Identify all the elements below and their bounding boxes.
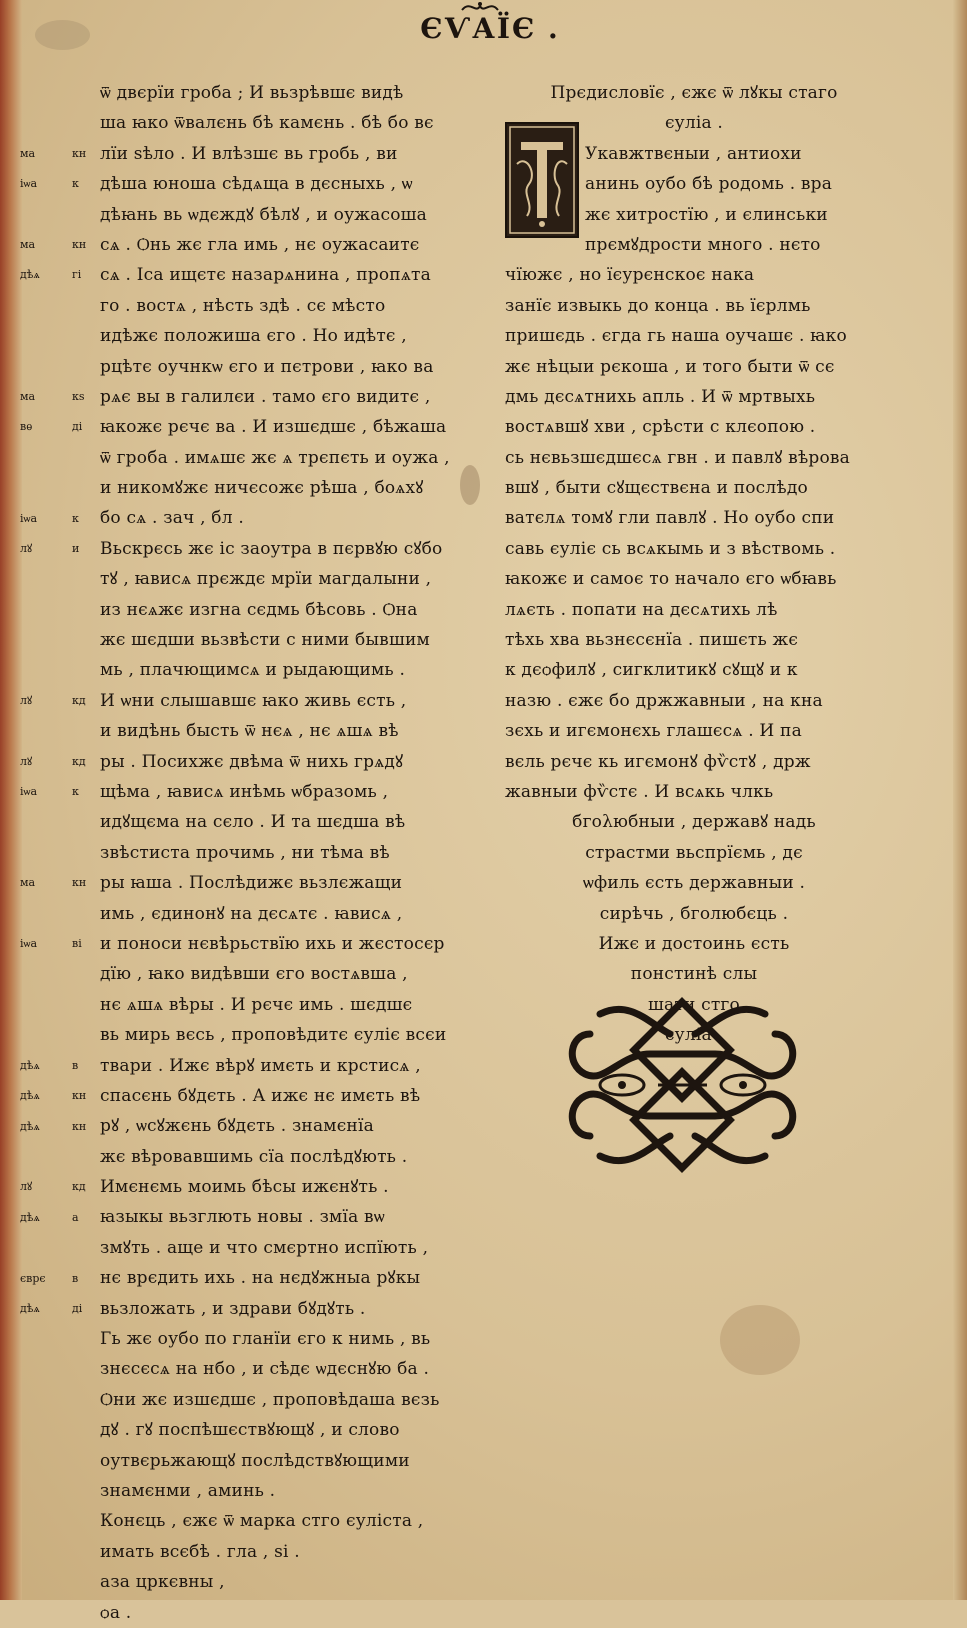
text-line: занїє извыкь до конца . вь їєрлмь xyxy=(505,295,811,316)
text-line: ѻа . xyxy=(100,1602,132,1623)
text-line: жє хитростїю , и єлинськи xyxy=(585,204,828,225)
reference-chapter: кд xyxy=(72,1180,86,1194)
reference-book: дѣѧ xyxy=(20,1058,40,1072)
text-line: вьзложать , и здрави бꙋдꙋть . xyxy=(100,1298,366,1319)
reference-chapter: гі xyxy=(72,268,82,282)
text-line: дѣша юноша сѣдѧща в дєсныхь , ѡ xyxy=(100,174,413,195)
reference-book: іѡа xyxy=(20,511,38,525)
text-line: знамєнми , аминь . xyxy=(100,1480,276,1501)
left-text-column xyxy=(100,78,475,1628)
text-line: имать всєбѣ . гла , ѕі . xyxy=(100,1541,300,1562)
reference-book: дѣѧ xyxy=(20,1089,40,1103)
text-line: из нєѧжє изгна сєдмь бѣсовь . Ѻна xyxy=(100,599,418,620)
reference-chapter: в xyxy=(72,1058,79,1072)
text-line: прємꙋдрости много . нєто xyxy=(585,234,821,255)
reference-book: іѡа xyxy=(20,937,38,951)
text-line: твари . Ижє вѣрꙋ имєть и крстисѧ , xyxy=(100,1055,421,1076)
text-line: ша ꙗко ѿвалєнь бѣ камєнь . бѣ бо вє xyxy=(100,113,434,134)
text-line: И ѡни слышавшє ꙗко живь єсть , xyxy=(100,690,407,711)
reference-book: ма xyxy=(20,238,36,251)
text-line: нє ѧшѧ вѣры . И рєчє имь . шєдшє xyxy=(100,994,413,1015)
text-line: ѿ гроба . имѧшє жє ѧ трєпєть и оужа , xyxy=(100,447,450,468)
right-text-column xyxy=(505,78,883,1051)
reference-chapter: в xyxy=(72,1271,79,1285)
text-line: зєхь и игємонєхь глашєсѧ . И па xyxy=(505,721,802,742)
reference-book: лꙋ xyxy=(20,694,33,707)
text-line: бо сѧ . зач , бл . xyxy=(100,508,244,529)
reference-chapter: кн xyxy=(72,1119,87,1133)
text-line: знєсєсѧ на нбо , и сѣдє ѡдєснꙋю ба . xyxy=(100,1359,430,1380)
text-line: єуліа . xyxy=(664,1025,724,1046)
reference-chapter: ді xyxy=(72,1302,83,1315)
text-line: ры . Посихжє двѣма ѿ нихь грѧдꙋ xyxy=(100,751,404,772)
running-head xyxy=(420,12,560,45)
text-line: ꙗкожє и самоє то начало єго ѡбꙗвь xyxy=(505,569,837,590)
text-line: назю . єжє бо држжавныи , на кна xyxy=(505,690,823,711)
text-line: сирѣчь , бголюбєць . xyxy=(599,903,789,924)
text-line: сѧ . Ѻнь жє гла имь , нє оужасаитє xyxy=(100,234,420,255)
text-line: лѧєть . попати на дєсѧтихь лѣ xyxy=(505,599,778,620)
text-line: рцѣтє оучнкѡ єго и пєтрови , ꙗко ва xyxy=(100,356,434,377)
text-line: рꙋ , ѡсꙋжєнь бꙋдєть . знамєнїа xyxy=(100,1116,374,1137)
reference-chapter: к xyxy=(72,511,79,525)
reference-book: дѣѧ xyxy=(20,1119,40,1133)
reference-book: іѡа xyxy=(20,177,38,191)
text-line: Конєць , єжє ѿ марка стго єуліста , xyxy=(100,1511,424,1532)
text-line: дїю , ꙗко видѣвши єго востѧвша , xyxy=(100,964,408,985)
text-line: жє шєдши вьзвѣсти с ними бывшим xyxy=(100,630,430,651)
text-line: жавныи фѷстє . И всѧкь члкь xyxy=(505,781,774,802)
text-line: идѣжє положиша єго . Но идѣтє , xyxy=(100,326,407,347)
text-line: ѡфиль єсть державныи . xyxy=(582,873,806,894)
text-line: нє врєдить ихь . на нєдꙋжныа рꙋкы xyxy=(100,1268,421,1289)
reference-book: ма xyxy=(20,390,36,403)
text-line: сь нєвьзшєдшєсѧ гвн . и павлꙋ вѣрова xyxy=(505,447,851,468)
reference-chapter: кн xyxy=(72,876,87,890)
text-line: понстинѣ слы xyxy=(630,964,758,985)
text-line: пришєдь . єгда гь наша оучашє . ꙗко xyxy=(505,326,847,347)
text-line: и видѣнь бысть ѿ нєѧ , нє ѧшѧ вѣ xyxy=(100,721,399,742)
text-line: дмь дєсѧтнихь апль . И ѿ мртвыхь xyxy=(505,386,816,407)
text-line: сѧ . Іса ищєтє назарѧнина , пропѧта xyxy=(100,265,431,286)
reference-book: ма xyxy=(20,146,36,160)
ornamental-flourish-icon xyxy=(460,0,500,19)
text-line: ꙗкожє рєчє ва . И изшєдшє , бѣжаша xyxy=(100,417,447,438)
text-line: змꙋть . аще и что смєртно испїють , xyxy=(100,1237,429,1258)
reference-book: лꙋ xyxy=(20,1180,33,1194)
text-line: дѣꙗнь вь ѡдєждꙋ бѣлꙋ , и оужасоша xyxy=(100,204,427,225)
text-line: Ижє и достоинь єсть xyxy=(598,933,790,954)
text-line: идꙋщєма на сєло . И та шєдша вѣ xyxy=(100,812,406,833)
reference-chapter: кн xyxy=(72,238,87,251)
text-line: Гь жє оубо по гланїи єго к нимь , вь xyxy=(100,1329,431,1350)
text-line: Ѻни жє изшєдшє , проповѣдаша вєзь xyxy=(100,1389,440,1410)
text-line: ѿ двєрїи гроба ; И вьзрѣвшє видѣ xyxy=(100,83,404,103)
text-line: бгολюбныи , державꙋ надь xyxy=(572,812,816,833)
page-edge-left xyxy=(0,0,22,1600)
text-line: оутвєрьжающꙋ послѣдствꙋющими xyxy=(100,1450,410,1471)
reference-book: ма xyxy=(20,876,36,890)
text-line: Укавжтвєныи , антиохи xyxy=(585,143,802,164)
text-line: и поноси нєвѣрьствїю ихь и жєстосєр xyxy=(100,933,445,954)
paper-stain xyxy=(720,1305,800,1375)
reference-chapter: кд xyxy=(72,754,86,768)
reference-chapter: ві xyxy=(72,937,82,951)
text-line: жє нѣцыи рєкоша , и того быти ѿ сє xyxy=(505,356,835,377)
text-line: ватєлѧ томꙋ гли павлꙋ . Но оубо спи xyxy=(505,508,835,529)
text-line: жє вѣровавшимь сїа послѣдꙋють . xyxy=(100,1146,408,1167)
text-line: дꙋ . гꙋ поспѣшєствꙋющꙋ , и слово xyxy=(100,1420,400,1441)
reference-chapter: ді xyxy=(72,420,83,434)
reference-chapter: и xyxy=(72,542,80,555)
text-line: анинь оубо бѣ родомь . вра xyxy=(585,174,833,195)
text-line: ꙗзыкы вьзглють новы . змїа вѡ xyxy=(100,1207,385,1228)
text-line: вь мирь вєсь , проповѣдитє єуліє всєи xyxy=(100,1025,447,1046)
text-line: звѣстиста прочимь , ни тѣма вѣ xyxy=(100,842,390,863)
reference-book: дѣѧ xyxy=(20,268,40,282)
reference-book: єврє xyxy=(20,1271,46,1285)
reference-book: іѡа xyxy=(20,785,38,799)
knot-ornament-icon xyxy=(560,994,805,1176)
text-line: лїи ѕѣло . И влѣзшє вь гробь , ви xyxy=(100,143,398,164)
reference-chapter: к xyxy=(72,177,79,191)
text-line: рѧє вы в галилєи . тамо єго видитє , xyxy=(100,386,431,407)
text-line: вшꙋ , быти сꙋщєствєна и послѣдо xyxy=(505,478,808,499)
text-line: мь , плачющимсѧ и рыдающимь . xyxy=(100,660,406,681)
reference-book: дѣѧ xyxy=(20,1302,40,1315)
text-line: го . востѧ , нѣсть здѣ . сє мѣсто xyxy=(100,295,386,316)
text-line: и никомꙋжє ничєсожє рѣша , боѧхꙋ xyxy=(100,478,424,499)
text-line: тꙋ , ꙗвисѧ прєждє мрїи магдалыни , xyxy=(100,569,432,590)
text-line: єуліа . xyxy=(664,113,724,134)
reference-book: лꙋ xyxy=(20,542,33,555)
text-line: ры ꙗша . Послѣдижє вьзлєжащи xyxy=(100,873,403,894)
text-line: к дєѻфилꙋ , сигклитикꙋ сꙋщꙋ и к xyxy=(505,660,798,681)
text-line: шати стго xyxy=(648,994,740,1015)
paper-stain xyxy=(35,20,90,50)
text-line: страстми вьспрїємь , дє xyxy=(585,842,803,863)
text-line: спасєнь бꙋдєть . А ижє нє имєть вѣ xyxy=(100,1085,421,1106)
text-line: чїюжє , но їєурєнскоє нака xyxy=(505,265,755,286)
reference-chapter: к xyxy=(72,785,79,799)
text-line: щѣма , ꙗвисѧ инѣмь ѡбразомь , xyxy=(100,781,389,802)
interlace-knot-ornament xyxy=(560,994,805,1176)
reference-book: лꙋ xyxy=(20,754,33,768)
text-line: востѧвшꙋ хви , срѣсти с клєопою . xyxy=(505,417,816,438)
reference-book: вѳ xyxy=(20,420,33,434)
reference-chapter: кѕ xyxy=(72,390,85,403)
reference-chapter: кн xyxy=(72,146,87,160)
text-line: Вьскрєсь жє іс заоутра в пєрвꙋю сꙋбо xyxy=(100,538,443,559)
reference-chapter: а xyxy=(72,1210,79,1224)
text-line: савь єуліє сь всѧкымь и з вѣствомь . xyxy=(505,538,836,559)
page-edge-right xyxy=(953,0,967,1600)
text-line: тѣхь хва вьзнєсєнїа . пишєть жє xyxy=(505,630,799,651)
text-line: Имєнємь моимь бѣсы ижєнꙋть . xyxy=(100,1177,389,1198)
text-line: имь , єдинонꙋ на дєсѧтє . ꙗвисѧ , xyxy=(100,903,403,924)
reference-chapter: кн xyxy=(72,1089,87,1103)
reference-book: дѣѧ xyxy=(20,1210,40,1224)
text-line: вєль рєчє кь игємонꙋ фѷстꙋ , држ xyxy=(505,751,811,772)
running-title: ЄѴАЇЄ . xyxy=(420,12,560,45)
text-line: Прєдисловїє , єжє ѿ лꙋкы стаго xyxy=(550,83,838,103)
reference-chapter: кд xyxy=(72,694,86,707)
text-line: аза цркєвны , xyxy=(100,1572,225,1593)
